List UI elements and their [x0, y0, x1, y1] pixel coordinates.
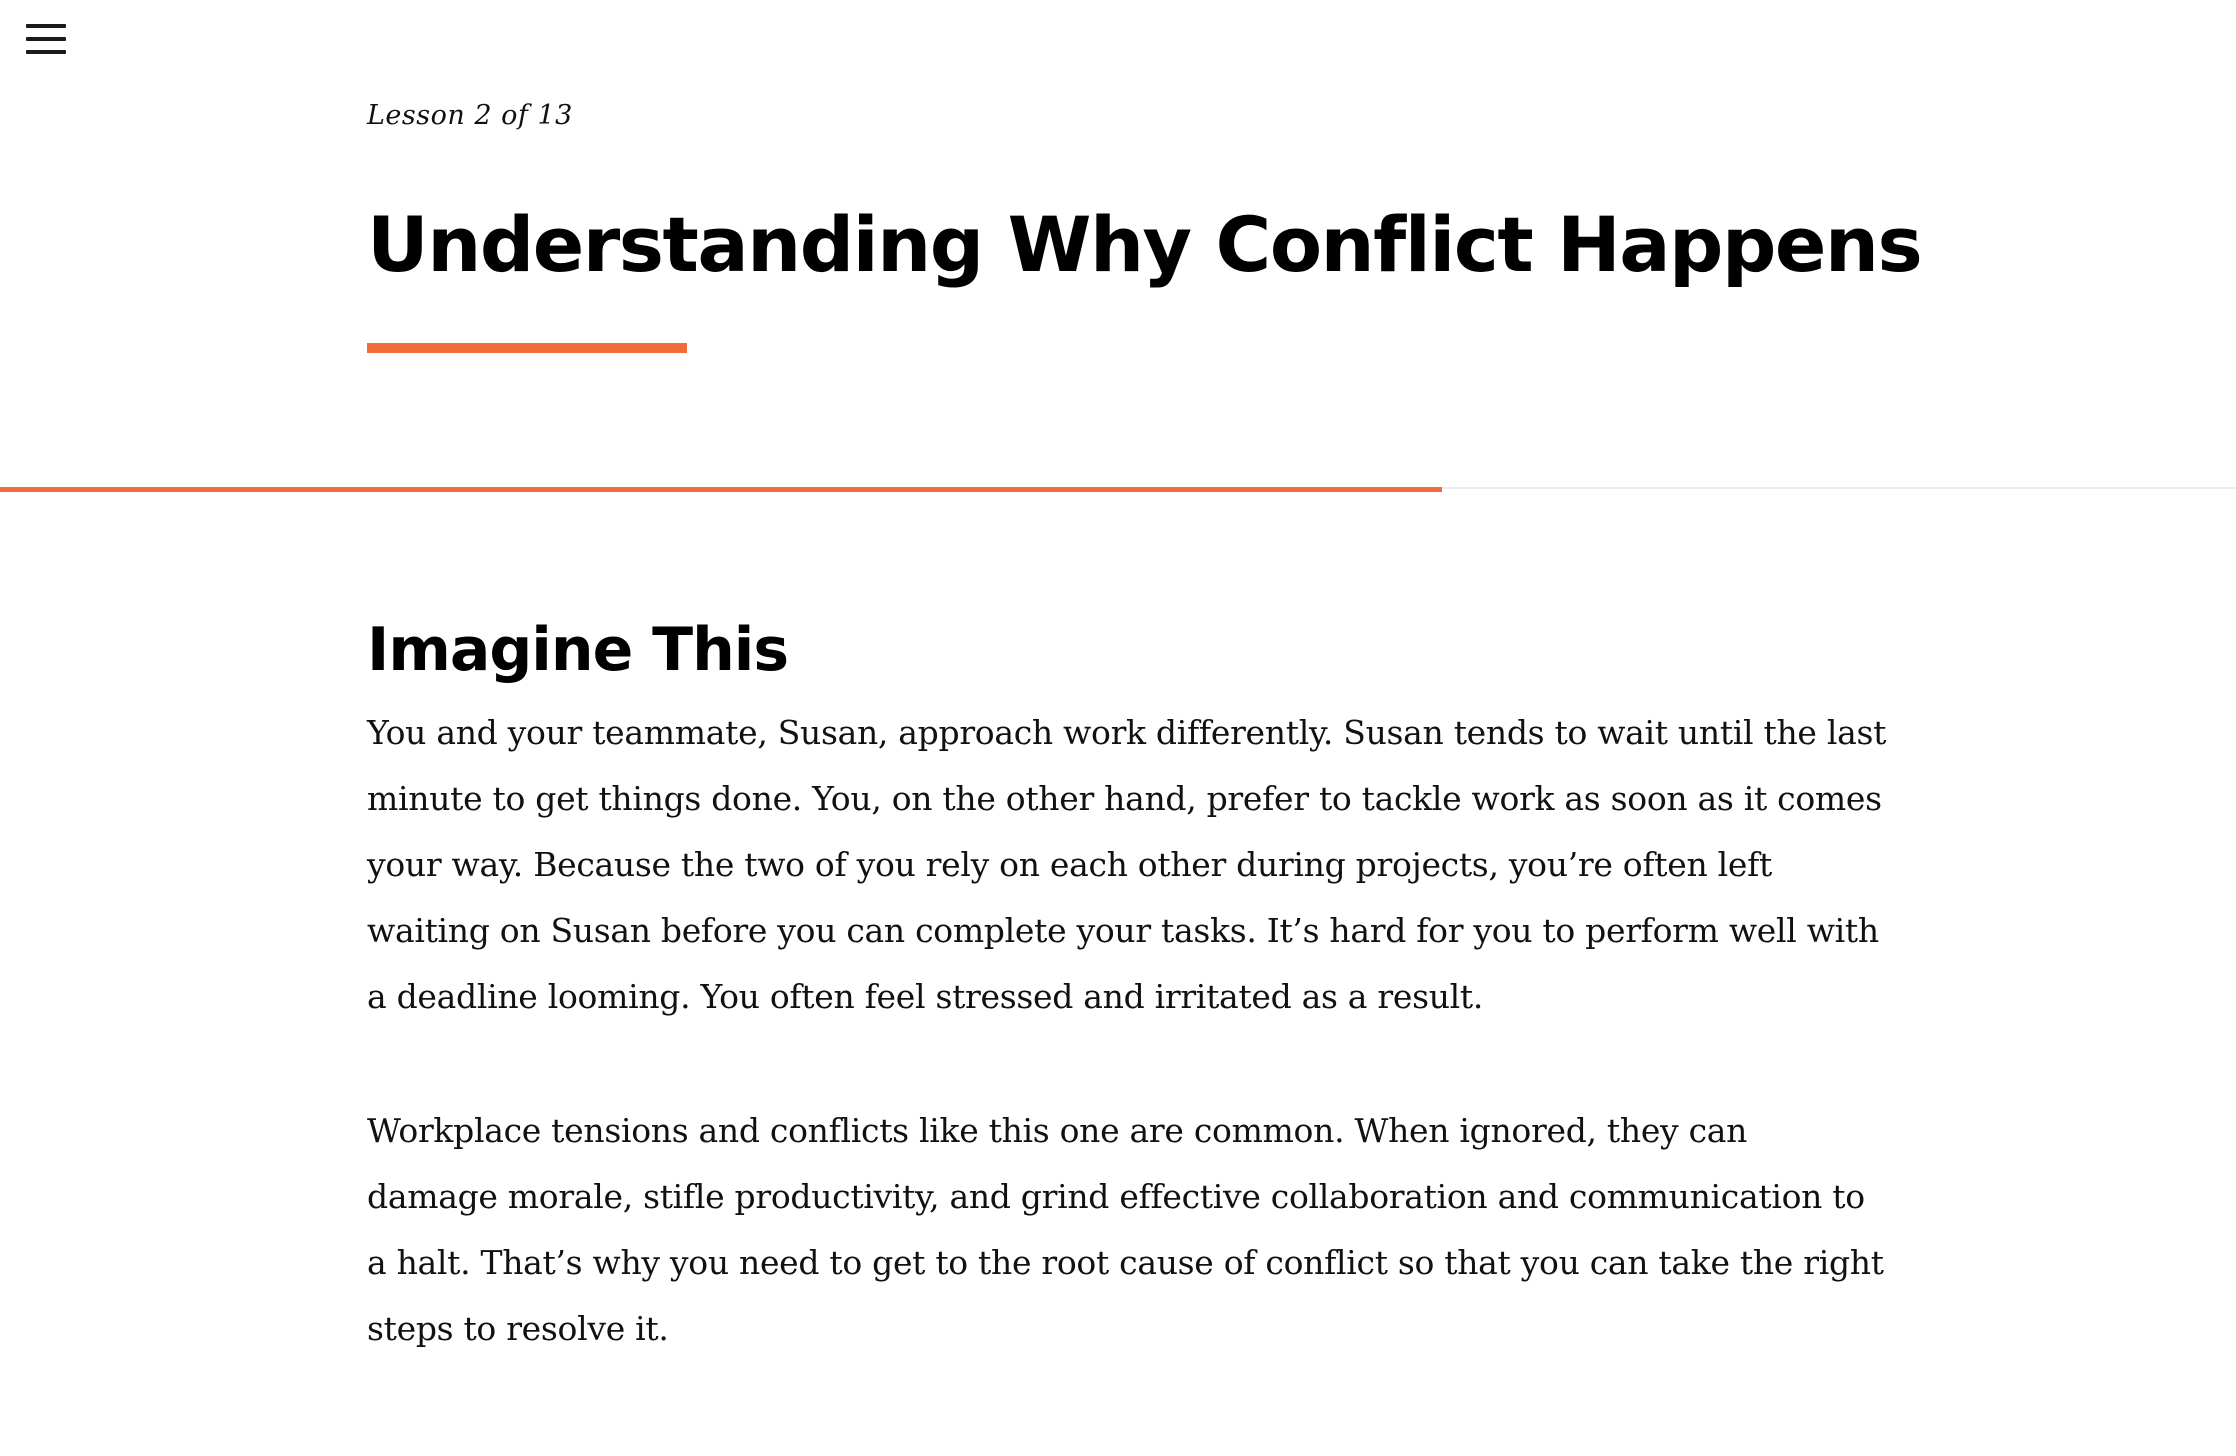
lesson-header: [367, 96, 1922, 290]
menu-bar-middle: [26, 37, 66, 41]
lesson-title: Understanding Why Conflict Happens: [367, 200, 1922, 289]
section-heading: Imagine This: [367, 615, 789, 685]
lesson-progress-bar: [0, 487, 1442, 492]
lesson-counter: Lesson 2 of 13: [367, 100, 573, 131]
hamburger-menu-icon[interactable]: [26, 22, 70, 56]
menu-bar-bottom: [26, 50, 66, 54]
title-accent-bar: [367, 343, 687, 353]
paragraph-scenario: You and your teammate, Susan, approach work differently. Susan tends to wait until the last minute to get things done. You, on the other hand, prefer to tackle work as soon as it comes your way. Because the two of you rely on each other during projects, you’re often left waiting on Susan before you can complete your tasks. It’s hard for you to perform well with a deadline looming. You often feel stressed and irritated as a result.: [367, 713, 1887, 1016]
paragraph-explanation: Workplace tensions and conflicts like this one are common. When ignored, they can damage morale, stifle productivity, and grind effective collaboration and communication to a halt. That’s why you need to get to the root cause of conflict so that you can take the right steps to resolve it.: [367, 1111, 1884, 1348]
menu-bar-top: [26, 24, 66, 28]
lesson-content: [367, 600, 1887, 1362]
